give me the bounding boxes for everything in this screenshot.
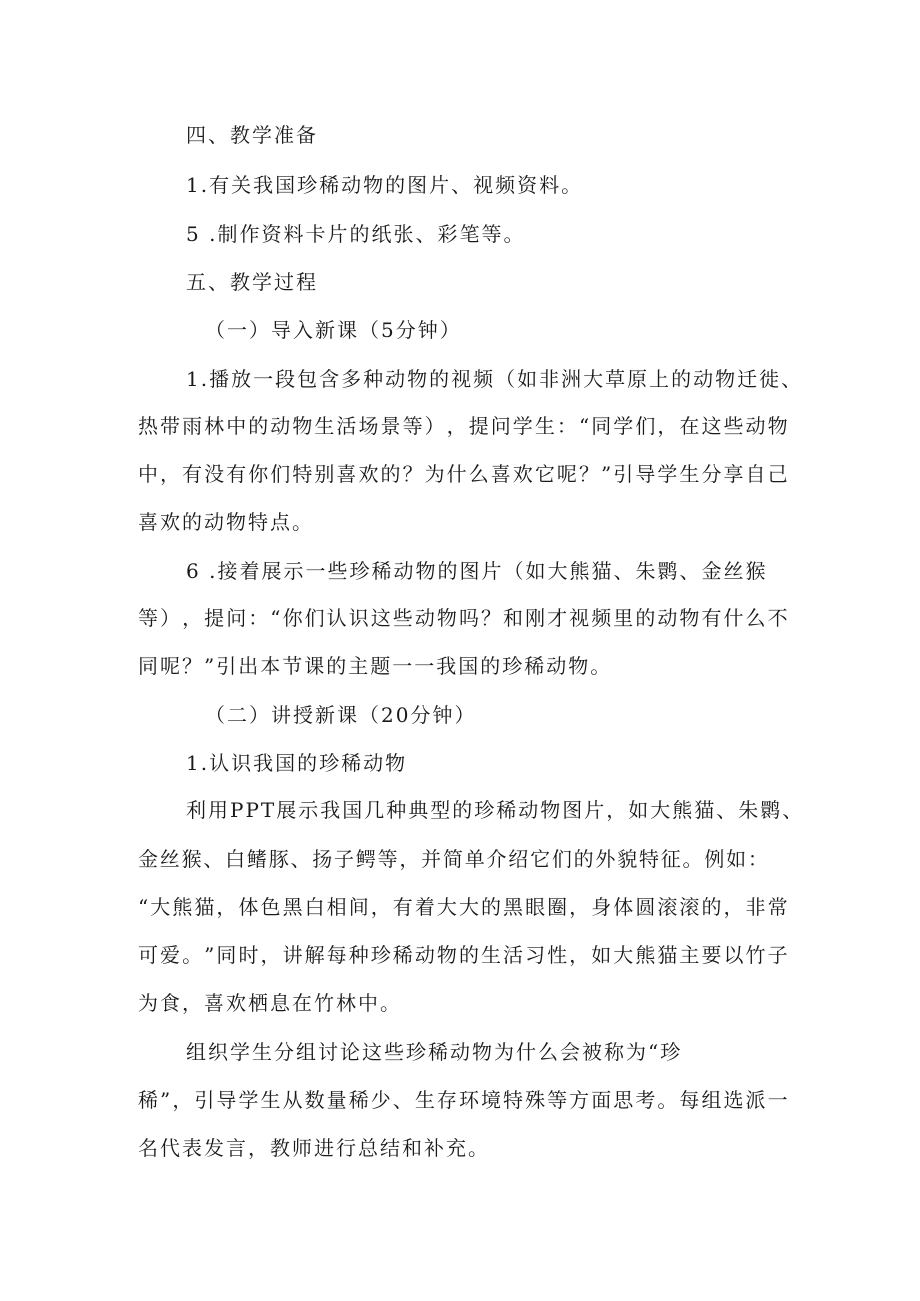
glyph: 景 bbox=[380, 414, 401, 438]
glyph: ： bbox=[556, 414, 577, 438]
glyph: 带 bbox=[160, 414, 181, 438]
glyph: 热 bbox=[138, 414, 158, 438]
glyph: 。 bbox=[657, 1088, 678, 1112]
glyph: 享 bbox=[723, 462, 744, 486]
glyph: 派 bbox=[745, 1088, 766, 1112]
glyph: 提 bbox=[204, 606, 225, 630]
glyph: 性 bbox=[547, 943, 568, 967]
glyph: 如 bbox=[591, 943, 612, 967]
glyph: ， bbox=[657, 414, 678, 438]
preparation-item-2: 5 .制作资料卡片的纸张、彩笔等。 bbox=[186, 222, 526, 246]
glyph: ： bbox=[248, 606, 269, 630]
paragraph-line bbox=[138, 846, 768, 872]
glyph: 的 bbox=[573, 847, 594, 871]
glyph: 自 bbox=[745, 462, 766, 486]
section-heading-teaching-preparation: 四、教学准备 bbox=[186, 123, 318, 147]
glyph: 猴 bbox=[181, 847, 202, 871]
glyph: 们 bbox=[635, 414, 656, 438]
glyph: 例 bbox=[704, 847, 725, 871]
paragraph-line: 名代表发言，教师进行总结和补充。 bbox=[138, 1136, 490, 1160]
glyph: 等 bbox=[402, 414, 423, 438]
glyph: 中 bbox=[138, 462, 158, 486]
glyph: 以 bbox=[723, 943, 744, 967]
glyph: 学 bbox=[238, 1088, 259, 1112]
glyph: 的 bbox=[380, 462, 401, 486]
glyph: 动 bbox=[745, 414, 766, 438]
glyph: 识 bbox=[348, 606, 369, 630]
glyph: 才 bbox=[547, 606, 568, 630]
glyph: 存 bbox=[436, 1088, 457, 1112]
glyph: 不 bbox=[767, 606, 788, 630]
glyph: 组 bbox=[701, 1088, 722, 1112]
glyph: 生 bbox=[314, 414, 335, 438]
glyph: 稀 bbox=[138, 1088, 158, 1112]
glyph: 征 bbox=[660, 847, 681, 871]
glyph: 学 bbox=[512, 414, 533, 438]
glyph: 白 bbox=[304, 895, 325, 919]
glyph: 物 bbox=[679, 606, 700, 630]
glyph: 吗 bbox=[458, 606, 479, 630]
glyph: ” bbox=[160, 1088, 171, 1112]
paragraph-line bbox=[138, 894, 788, 920]
glyph: 什 bbox=[723, 606, 744, 630]
glyph: ？ bbox=[402, 462, 423, 486]
glyph: 么 bbox=[745, 606, 766, 630]
glyph: 欢 bbox=[512, 462, 533, 486]
glyph: 大 bbox=[613, 943, 634, 967]
glyph: 解 bbox=[304, 943, 325, 967]
glyph: 它 bbox=[534, 462, 555, 486]
subsection-heading-new-lesson: （二）讲授新课（20分钟） bbox=[205, 703, 477, 727]
glyph: 有 bbox=[392, 895, 413, 919]
glyph: 从 bbox=[282, 1088, 303, 1112]
glyph: 频 bbox=[591, 606, 612, 630]
glyph: 等 bbox=[377, 847, 398, 871]
glyph: 大 bbox=[458, 895, 479, 919]
glyph: 间 bbox=[348, 895, 369, 919]
glyph: 为 bbox=[424, 462, 445, 486]
glyph: 特 bbox=[292, 462, 313, 486]
glyph: ， bbox=[160, 462, 181, 486]
glyph: 在 bbox=[679, 414, 700, 438]
glyph: 境 bbox=[480, 1088, 501, 1112]
glyph: 什 bbox=[446, 462, 467, 486]
glyph: 等 bbox=[138, 606, 158, 630]
glyph: 同 bbox=[591, 414, 612, 438]
glyph: 有 bbox=[182, 462, 203, 486]
glyph: ： bbox=[747, 847, 768, 871]
glyph: 数 bbox=[304, 1088, 325, 1112]
glyph: 选 bbox=[723, 1088, 744, 1112]
glyph: 引 bbox=[613, 462, 634, 486]
glyph: 面 bbox=[591, 1088, 612, 1112]
glyph: 学 bbox=[613, 414, 634, 438]
glyph: 喜 bbox=[490, 462, 511, 486]
glyph: 种 bbox=[348, 943, 369, 967]
glyph: 些 bbox=[723, 414, 744, 438]
glyph: 里 bbox=[613, 606, 634, 630]
glyph: 物 bbox=[292, 414, 313, 438]
glyph: 大 bbox=[150, 895, 171, 919]
glyph: 少 bbox=[370, 1088, 391, 1112]
paragraph-line: 喜欢的动物特点。 bbox=[138, 510, 314, 534]
glyph: 生 bbox=[260, 1088, 281, 1112]
glyph: 猫 bbox=[194, 895, 215, 919]
glyph: ？ bbox=[578, 462, 599, 486]
glyph: 圆 bbox=[635, 895, 656, 919]
glyph: 活 bbox=[503, 943, 524, 967]
glyph: 子 bbox=[334, 847, 355, 871]
glyph: 貌 bbox=[617, 847, 638, 871]
glyph: 熊 bbox=[172, 895, 193, 919]
glyph: 同 bbox=[216, 943, 237, 967]
glyph: 特 bbox=[638, 847, 659, 871]
glyph: 常 bbox=[767, 895, 788, 919]
glyph: 殊 bbox=[525, 1088, 546, 1112]
glyph: 生 bbox=[679, 462, 700, 486]
glyph: 绍 bbox=[508, 847, 529, 871]
glyph: 欢 bbox=[358, 462, 379, 486]
paragraph-line bbox=[138, 942, 788, 968]
glyph: 动 bbox=[657, 606, 678, 630]
glyph: ， bbox=[569, 895, 590, 919]
paragraph-line: 为食，喜欢栖息在竹林中。 bbox=[138, 991, 402, 1015]
glyph: 的 bbox=[635, 606, 656, 630]
glyph: 身 bbox=[591, 895, 612, 919]
glyph: 考 bbox=[635, 1088, 656, 1112]
glyph: 刚 bbox=[525, 606, 546, 630]
paragraph-line bbox=[138, 461, 788, 487]
glyph: 问 bbox=[490, 414, 511, 438]
glyph: ， bbox=[399, 847, 420, 871]
glyph: ， bbox=[172, 1088, 193, 1112]
glyph: ， bbox=[182, 606, 203, 630]
glyph: 特 bbox=[503, 1088, 524, 1112]
glyph: 这 bbox=[701, 414, 722, 438]
glyph: 动 bbox=[414, 606, 435, 630]
glyph: 鳍 bbox=[246, 847, 267, 871]
glyph: 生 bbox=[414, 1088, 435, 1112]
glyph: 物 bbox=[767, 414, 788, 438]
glyph: “ bbox=[138, 895, 149, 919]
subsection-heading-introduction: （一）导入新课（5分钟） bbox=[205, 318, 462, 342]
glyph: 。 bbox=[682, 847, 703, 871]
glyph: ？ bbox=[480, 606, 501, 630]
glyph: 时 bbox=[238, 943, 259, 967]
glyph: 色 bbox=[260, 895, 281, 919]
glyph: 们 bbox=[270, 462, 291, 486]
glyph: 的 bbox=[480, 895, 501, 919]
glyph: 么 bbox=[468, 462, 489, 486]
glyph: 珍 bbox=[370, 943, 391, 967]
glyph: 介 bbox=[486, 847, 507, 871]
glyph: 你 bbox=[282, 606, 303, 630]
glyph: ） bbox=[160, 606, 181, 630]
glyph: 问 bbox=[226, 606, 247, 630]
glyph: 黑 bbox=[282, 895, 303, 919]
glyph: ” bbox=[204, 943, 215, 967]
glyph: 有 bbox=[226, 462, 247, 486]
glyph: 大 bbox=[436, 895, 457, 919]
glyph: 豚 bbox=[268, 847, 289, 871]
paragraph-line: 1.播放一段包含多种动物的视频（如非洲大草原上的动物迁徙、 bbox=[186, 367, 804, 391]
glyph: 黑 bbox=[503, 895, 524, 919]
glyph: ， bbox=[446, 414, 467, 438]
glyph: 熊 bbox=[635, 943, 656, 967]
glyph: 。 bbox=[182, 943, 203, 967]
glyph: 环 bbox=[458, 1088, 479, 1112]
glyph: 等 bbox=[547, 1088, 568, 1112]
glyph: 物 bbox=[436, 606, 457, 630]
glyph: 有 bbox=[701, 606, 722, 630]
glyph: 鳄 bbox=[355, 847, 376, 871]
glyph: 们 bbox=[551, 847, 572, 871]
glyph: 眼 bbox=[525, 895, 546, 919]
glyph: “ bbox=[578, 414, 590, 438]
glyph: 量 bbox=[326, 1088, 347, 1112]
glyph: 、 bbox=[290, 847, 311, 871]
glyph: 雨 bbox=[182, 414, 203, 438]
preparation-item-1: 1.有关我国珍稀动物的图片、视频资料。 bbox=[186, 173, 584, 197]
glyph: 导 bbox=[635, 462, 656, 486]
glyph: 动 bbox=[414, 943, 435, 967]
glyph: 导 bbox=[216, 1088, 237, 1112]
glyph: 子 bbox=[767, 943, 788, 967]
glyph: 分 bbox=[701, 462, 722, 486]
glyph: 思 bbox=[613, 1088, 634, 1112]
section-heading-teaching-process: 五、教学过程 bbox=[186, 270, 318, 294]
glyph: 扬 bbox=[312, 847, 333, 871]
glyph: 提 bbox=[468, 414, 489, 438]
glyph: ， bbox=[370, 895, 391, 919]
glyph: 和 bbox=[503, 606, 524, 630]
glyph: ” bbox=[600, 462, 612, 486]
glyph: 竹 bbox=[745, 943, 766, 967]
glyph: 相 bbox=[326, 895, 347, 919]
glyph: 它 bbox=[530, 847, 551, 871]
glyph: 认 bbox=[326, 606, 347, 630]
glyph: 生 bbox=[534, 414, 555, 438]
glyph: 如 bbox=[726, 847, 747, 871]
glyph: 中 bbox=[226, 414, 247, 438]
glyph: 习 bbox=[525, 943, 546, 967]
glyph: 、 bbox=[203, 847, 224, 871]
glyph: 猫 bbox=[657, 943, 678, 967]
glyph: 引 bbox=[194, 1088, 215, 1112]
glyph: 别 bbox=[314, 462, 335, 486]
paragraph-line: 组织学生分组讨论这些珍稀动物为什么会被称为“珍 bbox=[186, 1040, 683, 1064]
glyph: 你 bbox=[248, 462, 269, 486]
glyph: 爱 bbox=[160, 943, 181, 967]
glyph: 简 bbox=[442, 847, 463, 871]
paragraph-line bbox=[138, 413, 788, 439]
glyph: 些 bbox=[392, 606, 413, 630]
glyph: 非 bbox=[745, 895, 766, 919]
glyph: 没 bbox=[204, 462, 225, 486]
paragraph-line: 同呢？”引出本节课的主题一一我国的珍稀动物。 bbox=[138, 654, 613, 678]
glyph: 的 bbox=[458, 943, 479, 967]
glyph: 每 bbox=[326, 943, 347, 967]
glyph: 单 bbox=[464, 847, 485, 871]
glyph: 场 bbox=[358, 414, 379, 438]
glyph: ， bbox=[723, 895, 744, 919]
glyph: 的 bbox=[701, 895, 722, 919]
glyph: 呢 bbox=[556, 462, 577, 486]
glyph: 外 bbox=[595, 847, 616, 871]
glyph: 物 bbox=[436, 943, 457, 967]
glyph: 圈 bbox=[547, 895, 568, 919]
glyph: “ bbox=[270, 606, 281, 630]
glyph: 着 bbox=[414, 895, 435, 919]
glyph: 的 bbox=[248, 414, 269, 438]
glyph: ） bbox=[424, 414, 445, 438]
glyph: 学 bbox=[657, 462, 678, 486]
glyph: 滚 bbox=[657, 895, 678, 919]
subsection-title-recognize-rare-animals: 1.认识我国的珍稀动物 bbox=[186, 751, 408, 775]
glyph: 一 bbox=[767, 1088, 788, 1112]
glyph: 体 bbox=[238, 895, 259, 919]
glyph: ， bbox=[216, 895, 237, 919]
glyph: 白 bbox=[225, 847, 246, 871]
glyph: 这 bbox=[370, 606, 391, 630]
glyph: 金 bbox=[138, 847, 158, 871]
glyph: 动 bbox=[270, 414, 291, 438]
glyph: 体 bbox=[613, 895, 634, 919]
glyph: 要 bbox=[701, 943, 722, 967]
paragraph-line: 6 .接着展示一些珍稀动物的图片（如大熊猫、朱鹮、金丝猴 bbox=[186, 559, 768, 583]
glyph: 并 bbox=[421, 847, 442, 871]
glyph: 可 bbox=[138, 943, 158, 967]
glyph: 丝 bbox=[159, 847, 180, 871]
glyph: 、 bbox=[392, 1088, 413, 1112]
glyph: 己 bbox=[767, 462, 788, 486]
glyph: 方 bbox=[569, 1088, 590, 1112]
glyph: 滚 bbox=[679, 895, 700, 919]
paragraph-line: 利用PPT展示我国几种典型的珍稀动物图片，如大熊猫、朱鹮、 bbox=[186, 798, 805, 822]
glyph: ， bbox=[569, 943, 590, 967]
glyph: 们 bbox=[304, 606, 325, 630]
glyph: 活 bbox=[336, 414, 357, 438]
glyph: 稀 bbox=[348, 1088, 369, 1112]
glyph: 每 bbox=[679, 1088, 700, 1112]
glyph: 生 bbox=[480, 943, 501, 967]
glyph: 视 bbox=[569, 606, 590, 630]
glyph: 讲 bbox=[282, 943, 303, 967]
paragraph-line bbox=[138, 1087, 788, 1113]
glyph: 主 bbox=[679, 943, 700, 967]
glyph: 林 bbox=[204, 414, 225, 438]
glyph: 喜 bbox=[336, 462, 357, 486]
glyph: ， bbox=[260, 943, 281, 967]
paragraph-line bbox=[138, 605, 788, 631]
glyph: 稀 bbox=[392, 943, 413, 967]
